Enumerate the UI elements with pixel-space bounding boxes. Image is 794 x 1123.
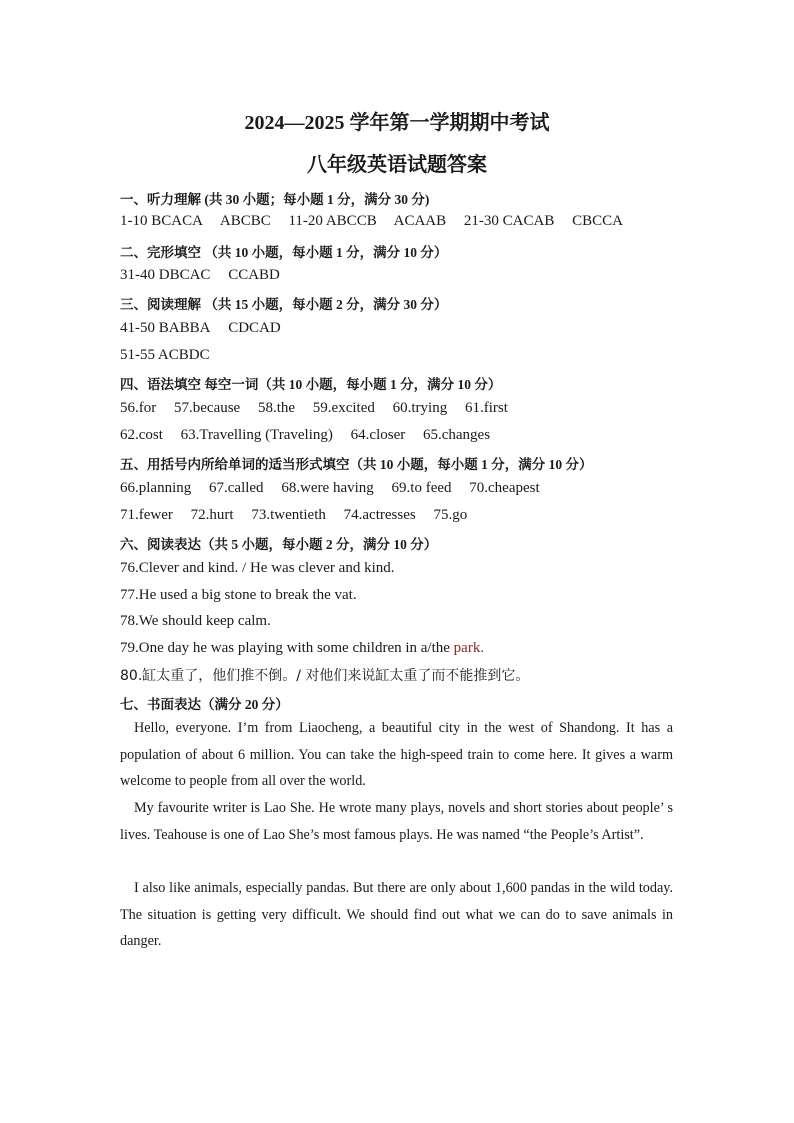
section-heading-writing: 七、书面表达（满分 20 分）: [120, 697, 289, 712]
answer-item: 65.changes: [422, 427, 491, 443]
answer-item: 71.fewer: [120, 507, 173, 523]
answer-79: [120, 640, 484, 657]
answers-grammar-1: [120, 400, 522, 417]
answer-group: ABCBC: [219, 213, 271, 229]
answer-77: 77.He used a big stone to break the vat.: [120, 587, 357, 603]
answer-item: 69.to feed: [391, 480, 452, 496]
answer-80: 80.缸太重了，他们推不倒。/ 对他们来说缸太重了而不能推到它。: [120, 668, 530, 684]
answer-item: 73.twentieth: [251, 507, 326, 523]
section-heading-reading-expression: 六、阅读表达（共 5 小题，每小题 2 分，满分 10 分）: [120, 537, 438, 552]
answer-group: CDCAD: [228, 320, 281, 336]
essay-paragraph-1: Hello, everyone. I’m from Liaocheng, a beautiful city in the west of Shandong. It has a population of about 6 million. You can take the high-speed train to come here. It gives a warm welcome to people from all over the world.: [120, 720, 673, 790]
answer-item: 64.closer: [350, 427, 406, 443]
answers-word-form-1: [120, 480, 554, 497]
answers-reading-2: [120, 347, 224, 364]
section-heading-cloze: 二、完形填空 （共 10 小题，每小题 1 分，满分 10 分）: [120, 245, 448, 260]
answer-item: 63.Travelling (Traveling): [180, 427, 333, 443]
answer-item: 58.the: [257, 400, 296, 416]
answer-item: 60.trying: [392, 400, 448, 416]
exam-subtitle: 八年级英语试题答案: [307, 154, 487, 176]
exam-title: 2024—2025 学年第一学期期中考试: [244, 112, 550, 134]
answer-group: CCABD: [228, 267, 280, 283]
answer-78: 78.We should keep calm.: [120, 613, 271, 629]
answer-item: 62.cost: [120, 427, 163, 443]
answer-76: 76.Clever and kind. / He was clever and kind.: [120, 560, 395, 576]
essay-paragraph-2: My favourite writer is Lao She. He wrote many plays, novels and short stories about people’ s lives. Teahouse is one of Lao She’s most famous plays. He was named “the People’s Artist”.: [120, 800, 673, 843]
answer-item: 74.actresses: [343, 507, 416, 523]
answer-group: 31-40 DBCAC: [120, 267, 211, 283]
answer-group: 21-30 CACAB: [463, 213, 555, 229]
essay-paragraph-3: I also like animals, especially pandas. But there are only about 1,600 pandas in the wild today. The situation is getting very difficult. We should find out what we can do to save animals in danger.: [120, 880, 673, 950]
answer-group: 1-10 BCACA: [120, 213, 203, 229]
answer-item: 66.planning: [120, 480, 192, 496]
answer-item: 57.because: [174, 400, 241, 416]
answers-listening: [120, 213, 637, 230]
answers-grammar-2: [120, 427, 504, 444]
answers-reading-1: [120, 320, 295, 337]
answer-group: 11-20 ABCCB: [288, 213, 377, 229]
answers-cloze: [120, 267, 294, 284]
answer-item: 70.cheapest: [469, 480, 540, 496]
answer-item: 67.called: [209, 480, 264, 496]
answer-79-text: 79.One day he was playing with some children in a/the: [120, 640, 454, 656]
section-heading-reading: 三、阅读理解 （共 15 小题，每小题 2 分，满分 30 分）: [120, 297, 448, 312]
answer-79-highlight: park.: [453, 640, 485, 656]
answer-item: 61.first: [464, 400, 508, 416]
answer-item: 56.for: [120, 400, 157, 416]
section-heading-listening: 一、听力理解 (共 30 小题；每小题 1 分，满分 30 分): [120, 192, 430, 207]
section-heading-grammar: 四、语法填空 每空一词（共 10 小题，每小题 1 分，满分 10 分）: [120, 377, 502, 392]
answer-group: ACAAB: [393, 213, 447, 229]
answer-item: 72.hurt: [190, 507, 234, 523]
answer-group: 51-55 ACBDC: [120, 347, 210, 363]
answer-group: 41-50 BABBA: [120, 320, 211, 336]
answer-group: CBCCA: [572, 213, 623, 229]
answer-item: 75.go: [433, 507, 468, 523]
section-heading-word-form: 五、用括号内所给单词的适当形式填空（共 10 小题，每小题 1 分，满分 10 分）: [120, 457, 593, 472]
answer-item: 68.were having: [281, 480, 374, 496]
answers-word-form-2: [120, 507, 481, 524]
answer-item: 59.excited: [312, 400, 375, 416]
